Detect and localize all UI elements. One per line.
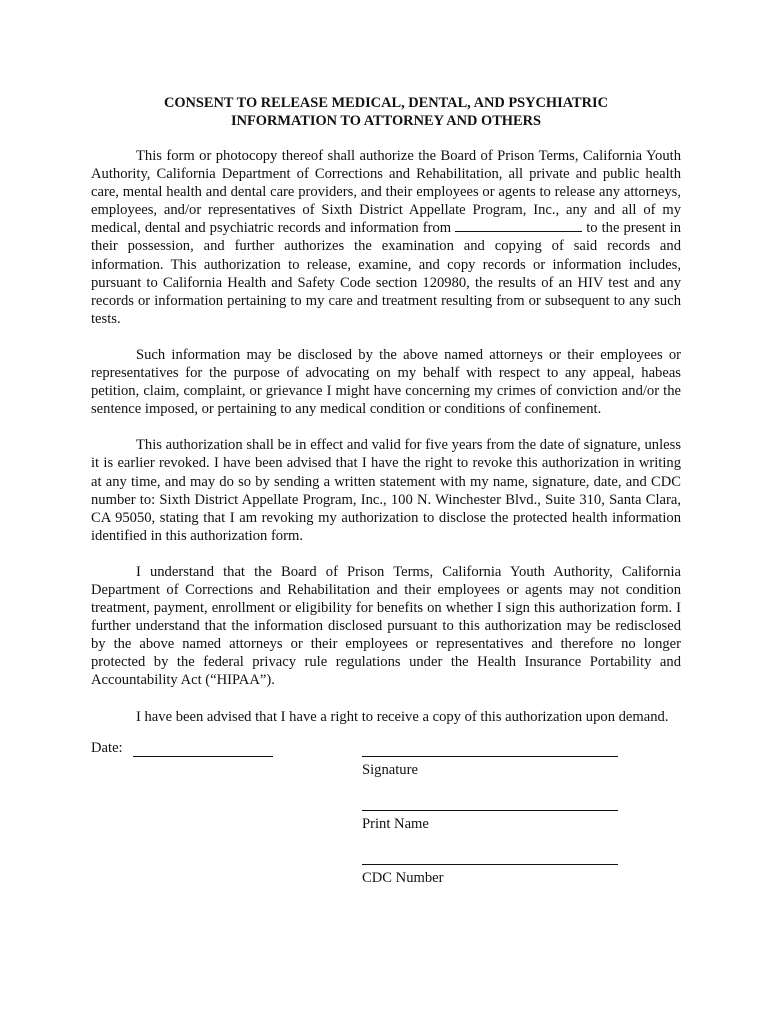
signature-field-line[interactable] (362, 756, 618, 757)
revocation-paragraph: This authorization shall be in effect and valid for five years from the date of signature, unless it is earlier revoked. I have been advised that I have the right to revoke this authorization in writing at any time, and may do so by sending a written statement with my name, signature, date, and CDC number to: Sixth District Appellate Program, Inc., 100 N. Winchester Blvd., Suite 310, Santa Clara, CA 95050, stating that I am revoking my authorization to disclose the protected health information identified in this authorization form. (91, 437, 681, 544)
hipaa-paragraph: I understand that the Board of Prison Terms, California Youth Authority, California Department of Corrections and Rehabilitation and their employees or agents may not condition treatment, payment, enrollment or eligibility for benefits on whether I sign this authorization form. I further understand that the information disclosed pursuant to this authorization may be redisclosed by the above named attorneys or their employees or representatives and therefore no longer protected by the federal privacy rule regulations under the Health Insurance Portability and Accountability Act (“HIPAA”). (91, 563, 681, 689)
from-date-blank[interactable] (455, 219, 582, 232)
signature-block (91, 740, 681, 900)
form-title-line-2: INFORMATION TO ATTORNEY AND OTHERS (231, 113, 541, 129)
print-name-label: Print Name (362, 815, 429, 832)
cdc-number-label: CDC Number (362, 869, 444, 886)
date-label: Date: (91, 739, 123, 756)
form-title (91, 94, 681, 130)
authorization-paragraph (91, 147, 681, 328)
copy-right-paragraph: I have been advised that I have a right to receive a copy of this authorization upon demand. (136, 708, 669, 725)
date-field-line[interactable] (133, 756, 273, 757)
authorization-text-start: This form or photocopy thereof shall authorize the Board of Prison Terms, California Youth Authority, California Department of Corrections and Rehabilitation, all private and public health care, mental health and dental care providers, and their employees or agents to release any attorneys, employees, and/or representatives of Sixth District Appellate Program, Inc., any and all of my medical, dental and psychiatric records and information from (91, 148, 681, 237)
disclosure-purpose-paragraph: Such information may be disclosed by the above named attorneys or their employees or representatives for the purpose of advocating on my behalf with respect to any appeal, habeas petition, claim, complaint, or grievance I might have concerning my crimes of conviction and/or the sentence imposed, or pertaining to any medical condition or conditions of confinement. (91, 346, 681, 418)
signature-label: Signature (362, 761, 418, 778)
form-title-line-1: CONSENT TO RELEASE MEDICAL, DENTAL, AND PSYCHIATRIC (163, 95, 609, 111)
authorization-text-end: to the present in their possession, and further authorizes the examination and copying of said records and information. This authorization to release, examine, and copy records or information includes, pursuant to California Health and Safety Code section 120980, the results of an HIV test and any records or information pertaining to my care and treatment resulting from or subsequent to any such tests. (91, 220, 682, 327)
cdc-number-field-line[interactable] (362, 864, 618, 865)
consent-form-page (91, 94, 681, 900)
print-name-field-line[interactable] (362, 810, 618, 811)
